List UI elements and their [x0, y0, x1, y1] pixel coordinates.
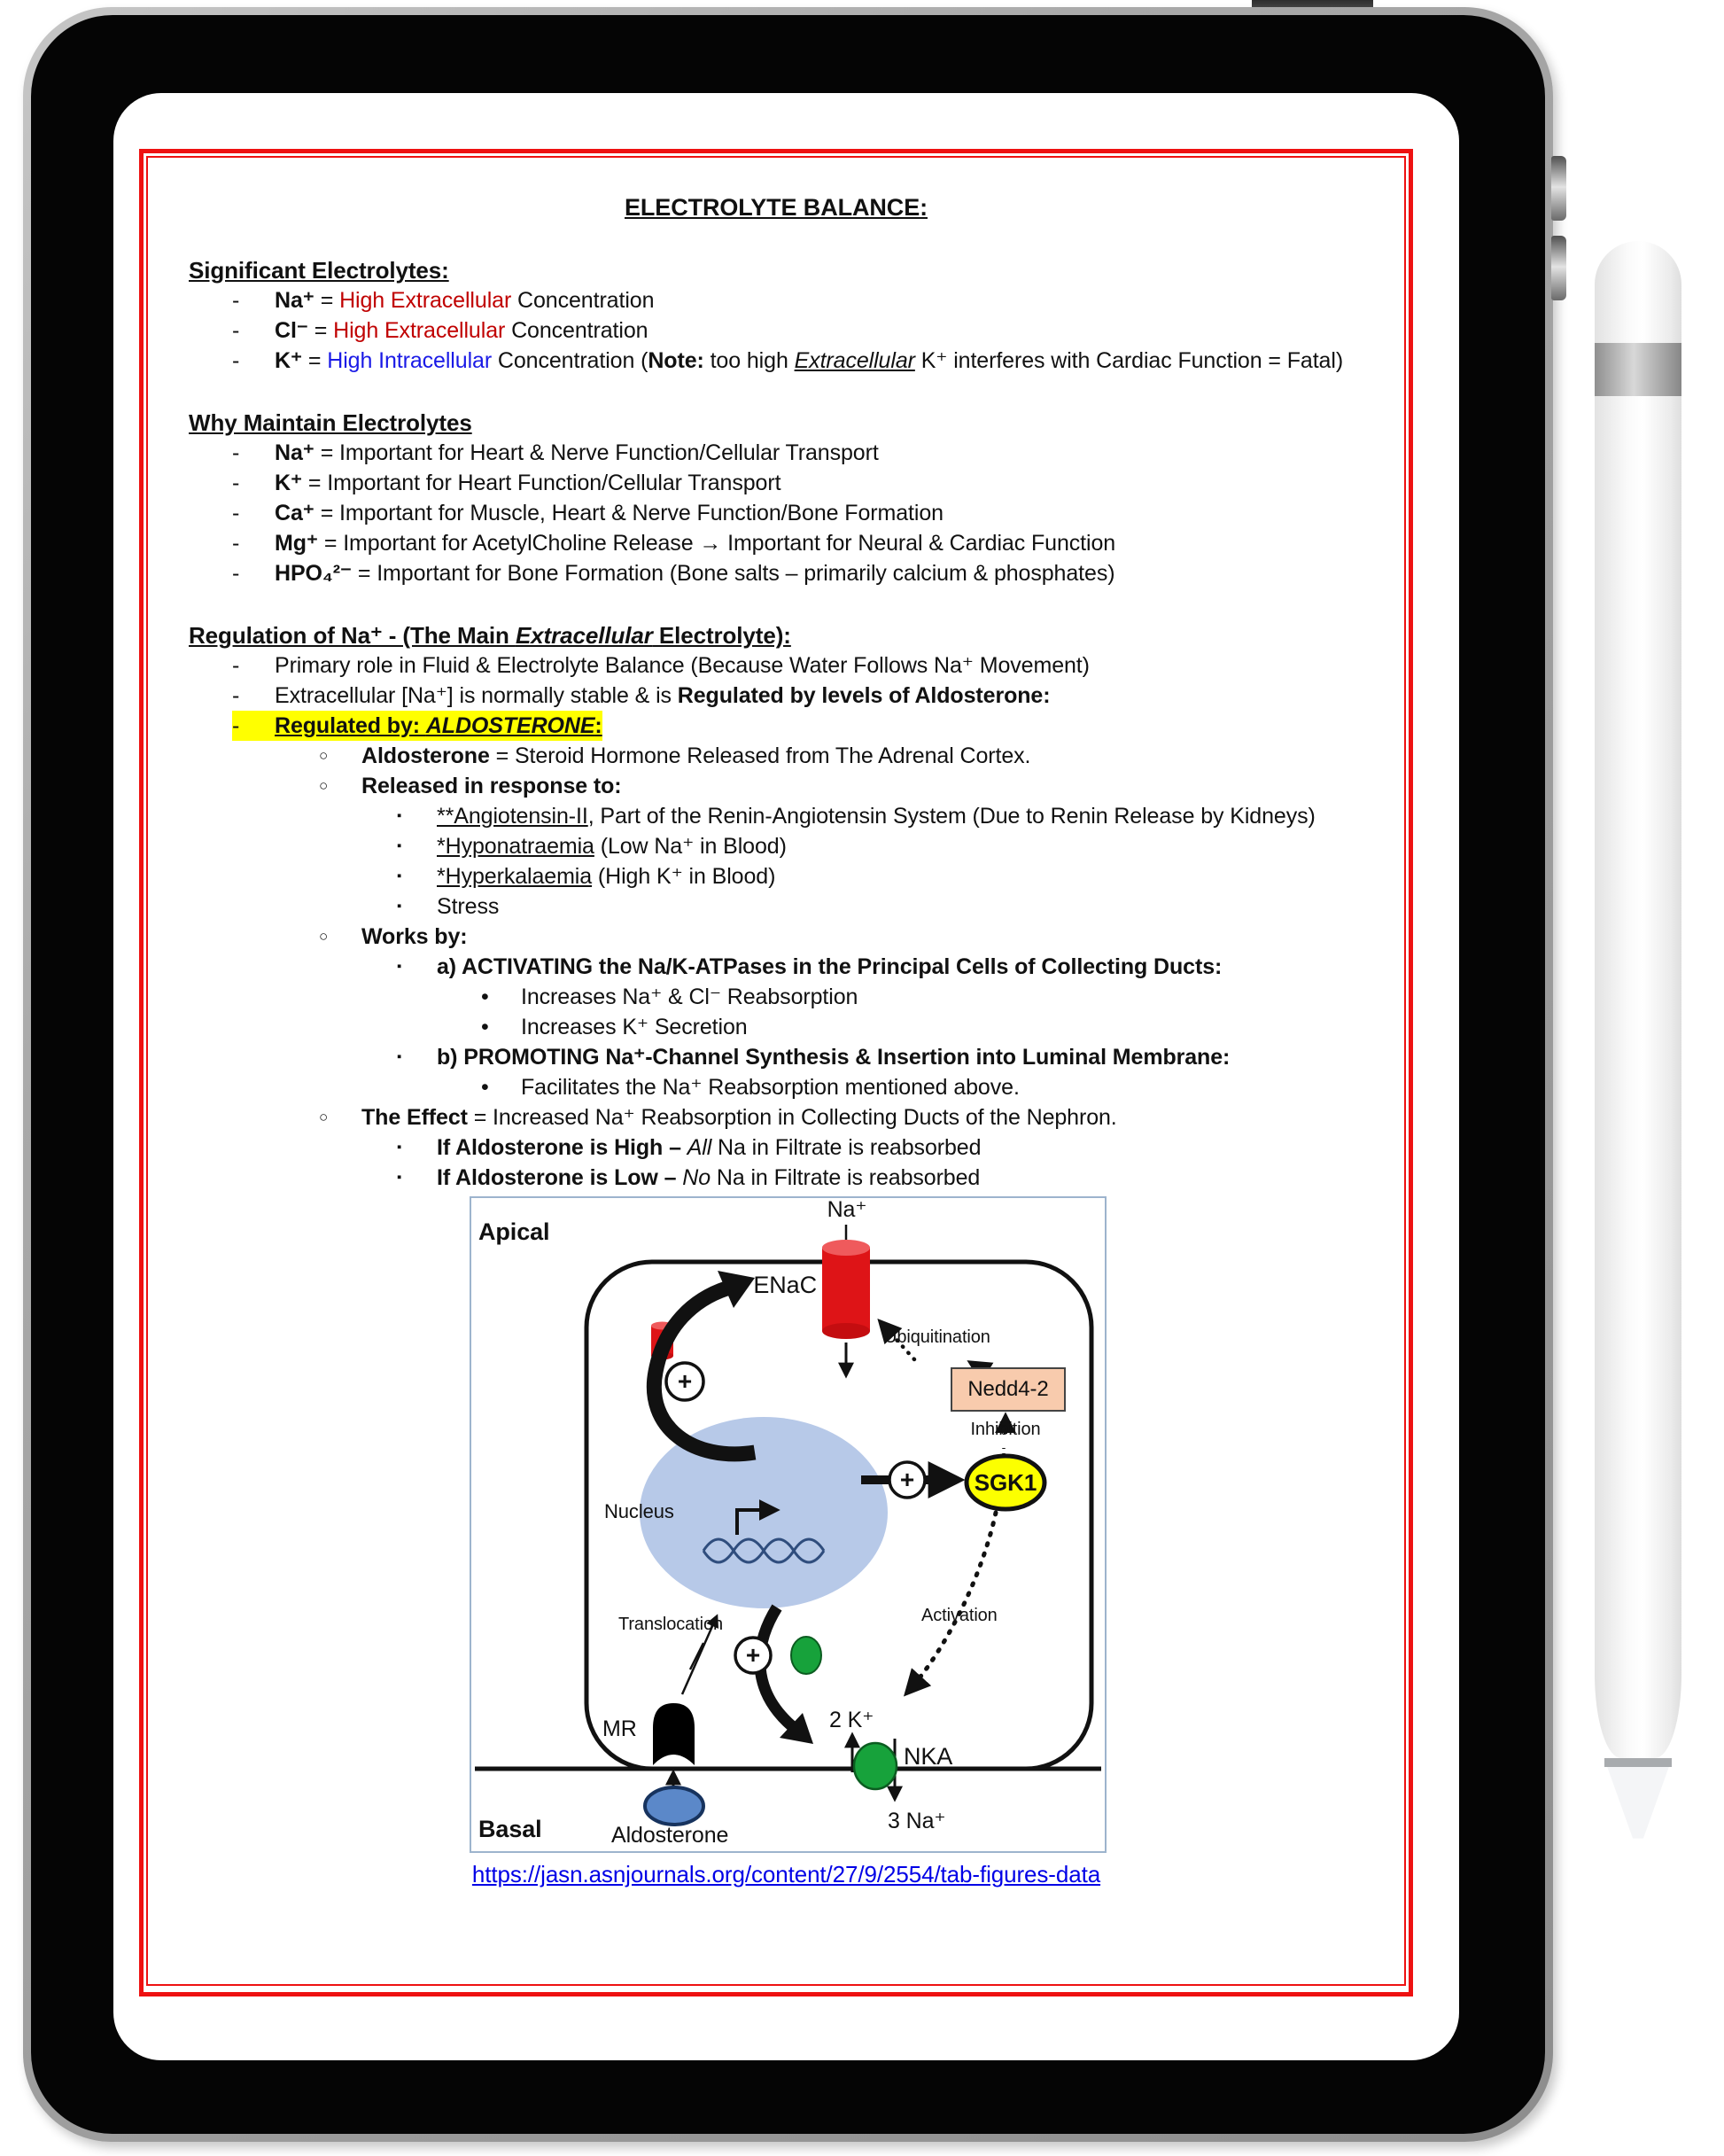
aldosterone-shape — [645, 1787, 703, 1825]
plus-sign: + — [745, 1641, 761, 1669]
mr-receptor-shape — [653, 1703, 695, 1765]
text-segment: *Hyponatraemia — [437, 834, 594, 859]
aldosterone-label: Aldosterone — [611, 1823, 729, 1848]
bullet-marker: - — [232, 471, 240, 495]
list-item-text — [275, 315, 1363, 346]
bullet-marker: - — [232, 501, 240, 525]
na-ion-label: Na⁺ — [827, 1197, 867, 1222]
k2-label: 2 K⁺ — [829, 1708, 874, 1732]
text-segment: ALDOSTERONE — [425, 713, 595, 738]
bullet-marker: • — [481, 1015, 489, 1039]
text-segment: If Aldosterone is Low – — [437, 1165, 683, 1190]
text-segment: If Aldosterone is High – — [437, 1135, 687, 1160]
bullet-marker: ▪ — [397, 868, 402, 883]
bullet-marker: - — [232, 531, 240, 556]
text-segment: = Important for Bone Formation (Bone salts – primarily calcium & phosphates) — [352, 561, 1115, 586]
translocation-pointer — [690, 1643, 703, 1670]
list-item — [189, 711, 1363, 741]
text-segment: Electrolyte): — [652, 622, 791, 649]
list-item-text — [437, 1163, 1363, 1193]
list-item-text — [521, 1072, 1363, 1102]
text-segment: Na in Filtrate is reabsorbed — [711, 1135, 982, 1160]
basal-trafficking-arrow — [760, 1607, 813, 1744]
translocation-label: Translocation — [618, 1615, 724, 1634]
text-segment: High Extracellular — [333, 318, 506, 343]
list-item-text — [437, 861, 1363, 891]
section-heading — [189, 255, 1363, 285]
text-segment: Significant Electrolytes: — [189, 257, 449, 284]
text-segment: = Important for Muscle, Heart & Nerve Function/Bone Formation — [314, 501, 944, 525]
page-title: ELECTROLYTE BALANCE: — [624, 194, 928, 221]
volume-up-button — [1551, 156, 1566, 221]
list-item-text — [437, 1042, 1363, 1072]
text-segment: Increases K⁺ Secretion — [521, 1015, 748, 1039]
list-item — [189, 285, 1363, 315]
list-item — [189, 801, 1363, 831]
source-link-row — [470, 1858, 1103, 1890]
bullet-marker: ○ — [319, 1109, 329, 1125]
apple-pencil-tip — [1605, 1767, 1671, 1841]
bullet-marker: - — [232, 440, 240, 465]
list-item — [189, 498, 1363, 528]
list-item — [189, 891, 1363, 922]
text-segment: K⁺ — [275, 348, 303, 373]
sections-container — [189, 255, 1363, 1193]
text-segment: Note: — [648, 348, 704, 373]
activation-label: Activation — [921, 1606, 998, 1625]
text-segment: Ca⁺ — [275, 501, 315, 525]
nka-label: NKA — [904, 1743, 953, 1770]
list-item-text — [275, 346, 1363, 376]
text-segment: No — [682, 1165, 711, 1190]
text-segment: Cl⁻ — [275, 318, 308, 343]
text-segment: too high — [703, 348, 795, 373]
text-segment: = — [314, 288, 340, 313]
text-segment: High Extracellular — [339, 288, 512, 313]
text-segment: Stress — [437, 894, 500, 919]
text-segment: Regulated by levels of Aldosterone: — [677, 683, 1051, 708]
list-item-text — [275, 498, 1363, 528]
bullet-marker: ○ — [319, 928, 329, 945]
list-item-text — [361, 1102, 1363, 1132]
mr-label: MR — [602, 1716, 637, 1741]
list-item — [189, 1163, 1363, 1193]
text-segment: , Part of the Renin-Angiotensin System (Due to Renin Release by Kidneys) — [587, 804, 1316, 829]
notes-content — [148, 158, 1404, 1890]
list-item — [189, 982, 1363, 1012]
bullet-marker: ▪ — [397, 808, 402, 823]
notes-page-inner-border — [146, 156, 1406, 1986]
source-link[interactable]: https://jasn.asnjournals.org/content/27/9/2554/tab-figures-data — [471, 1861, 1101, 1887]
section-heading — [189, 620, 1363, 650]
text-segment: = Important for Heart & Nerve Function/Cellular Transport — [314, 440, 879, 465]
enac-channel-shape — [822, 1225, 870, 1375]
ipad-screen — [113, 93, 1459, 2060]
text-segment: (High K⁺ in Blood) — [592, 864, 776, 889]
list-item-text — [275, 285, 1363, 315]
text-segment: Works by: — [361, 924, 468, 949]
bullet-marker: • — [481, 985, 489, 1009]
plus-sign: + — [899, 1466, 915, 1493]
plus-sign: + — [677, 1367, 693, 1395]
list-item — [189, 468, 1363, 498]
list-item-text — [437, 952, 1363, 982]
list-item — [189, 650, 1363, 681]
bullet-marker: ▪ — [397, 1049, 402, 1064]
text-segment: Na in Filtrate is reabsorbed — [711, 1165, 981, 1190]
nucleus-label: Nucleus — [604, 1500, 674, 1522]
list-item-text — [275, 438, 1363, 468]
nedd4-2-label: Nedd4-2 — [967, 1377, 1049, 1401]
na3-label: 3 Na⁺ — [888, 1809, 946, 1833]
text-segment: HPO₄²⁻ — [275, 561, 353, 586]
list-item — [189, 922, 1363, 952]
bullet-marker: ▪ — [397, 899, 402, 914]
bullet-marker: - — [232, 711, 275, 741]
nka-pump-shape — [854, 1743, 897, 1789]
list-item-text — [275, 528, 1363, 558]
bullet-marker: ○ — [319, 777, 329, 794]
section-heading — [189, 408, 1363, 438]
list-item — [189, 831, 1363, 861]
aldosterone-pathway-figure — [470, 1196, 1107, 1853]
text-segment: K⁺ — [275, 471, 303, 495]
list-item — [189, 528, 1363, 558]
list-item — [189, 558, 1363, 588]
list-item — [189, 741, 1363, 771]
list-item — [189, 861, 1363, 891]
list-item — [189, 681, 1363, 711]
text-segment: = — [307, 318, 334, 343]
apple-pencil-tip-ring — [1604, 1758, 1672, 1767]
text-segment: = Increased Na⁺ Reabsorption in Collecting Ducts of the Nephron. — [467, 1105, 1117, 1130]
list-item — [189, 438, 1363, 468]
inhibition-label: Inhibition — [970, 1420, 1041, 1439]
text-segment: Extracellular — [515, 622, 653, 649]
volume-down-button — [1551, 236, 1566, 300]
list-item-text — [437, 801, 1363, 831]
text-segment: Released in response to: — [361, 774, 622, 798]
text-segment: Facilitates the Na⁺ Reabsorption mentioned above. — [521, 1075, 1020, 1100]
list-item-text — [275, 650, 1363, 681]
text-segment: Concentration — [505, 318, 648, 343]
apple-pencil-band — [1595, 343, 1681, 396]
list-item-text — [361, 922, 1363, 952]
bullet-marker: - — [232, 348, 240, 373]
list-item — [189, 1042, 1363, 1072]
text-segment: Concentration ( — [492, 348, 648, 373]
bullet-marker: - — [232, 288, 240, 313]
text-segment: All — [687, 1135, 712, 1160]
text-segment: : — [594, 713, 602, 738]
nucleus-shape — [640, 1417, 888, 1608]
text-segment: = — [302, 348, 328, 373]
list-item — [189, 1132, 1363, 1163]
list-item — [189, 346, 1363, 376]
list-item — [189, 315, 1363, 346]
text-segment: **Angiotensin-II — [437, 804, 588, 829]
list-item-text — [275, 558, 1363, 588]
list-item-text — [275, 711, 602, 741]
list-item — [189, 1072, 1363, 1102]
list-item-text — [437, 831, 1363, 861]
bullet-marker: ▪ — [397, 959, 402, 974]
text-segment: Na⁺ — [275, 288, 315, 313]
bullet-marker: - — [232, 561, 240, 586]
green-vesicle — [791, 1637, 821, 1674]
bullet-marker: ○ — [319, 747, 329, 764]
list-item — [189, 952, 1363, 982]
text-segment: Extracellular [Na⁺] is normally stable & is — [275, 683, 678, 708]
list-item-text — [361, 771, 1363, 801]
list-item-text — [521, 1012, 1363, 1042]
text-segment: Aldosterone — [361, 743, 490, 768]
text-segment: High Intracellular — [327, 348, 493, 373]
text-segment: Regulation of Na⁺ - (The Main — [189, 622, 516, 649]
bullet-marker: - — [232, 318, 240, 343]
notes-page — [139, 149, 1413, 1996]
text-segment: Primary role in Fluid & Electrolyte Balance (Because Water Follows Na⁺ Movement) — [275, 653, 1090, 678]
text-segment: Regulated by: — [275, 713, 426, 738]
bullet-marker: - — [232, 653, 240, 678]
list-item — [189, 771, 1363, 801]
text-segment: (Low Na⁺ in Blood) — [594, 834, 787, 859]
list-item — [189, 1102, 1363, 1132]
apple-pencil-body — [1595, 241, 1681, 1758]
text-segment: Why Maintain Electrolytes — [189, 409, 472, 436]
enac-label: ENaC — [753, 1272, 817, 1298]
list-item-text — [275, 468, 1363, 498]
apical-label: Apical — [478, 1218, 550, 1245]
text-segment: K⁺ interferes with Cardiac Function = Fatal) — [914, 348, 1344, 373]
text-segment: = Steroid Hormone Released from The Adrenal Cortex. — [489, 743, 1031, 768]
list-item — [189, 1012, 1363, 1042]
text-segment: Extracellular — [794, 348, 915, 373]
list-item-text — [361, 741, 1363, 771]
text-segment: The Effect — [361, 1105, 468, 1130]
text-segment: *Hyperkalaemia — [437, 864, 593, 889]
text-segment: = Important for Heart Function/Cellular Transport — [302, 471, 781, 495]
activation-arrow — [907, 1513, 996, 1693]
sgk1-label: SGK1 — [974, 1469, 1037, 1496]
list-item-text — [437, 1132, 1363, 1163]
bullet-marker: - — [232, 683, 240, 708]
text-segment: Increases Na⁺ & Cl⁻ Reabsorption — [521, 985, 858, 1009]
text-segment: Mg⁺ — [275, 531, 318, 556]
apple-pencil — [1595, 241, 1681, 1845]
ubiquitination-label: Ubiquitination — [884, 1327, 990, 1347]
text-segment: b) PROMOTING Na⁺-Channel Synthesis & Insertion into Luminal Membrane: — [437, 1045, 1231, 1070]
text-segment: Na⁺ — [275, 440, 315, 465]
bullet-marker: ▪ — [397, 1140, 402, 1155]
bullet-marker: • — [481, 1075, 489, 1100]
bullet-marker: ▪ — [397, 838, 402, 853]
text-segment: = Important for AcetylCholine Release → Important for Neural & Cardiac Function — [318, 531, 1116, 556]
list-item-text — [437, 891, 1363, 922]
list-item-text — [275, 681, 1363, 711]
basal-label: Basal — [478, 1816, 542, 1842]
text-segment: a) ACTIVATING the Na/K-ATPases in the Principal Cells of Collecting Ducts: — [437, 954, 1223, 979]
text-segment: Concentration — [511, 288, 655, 313]
list-item-text — [521, 982, 1363, 1012]
bullet-marker: ▪ — [397, 1170, 402, 1185]
